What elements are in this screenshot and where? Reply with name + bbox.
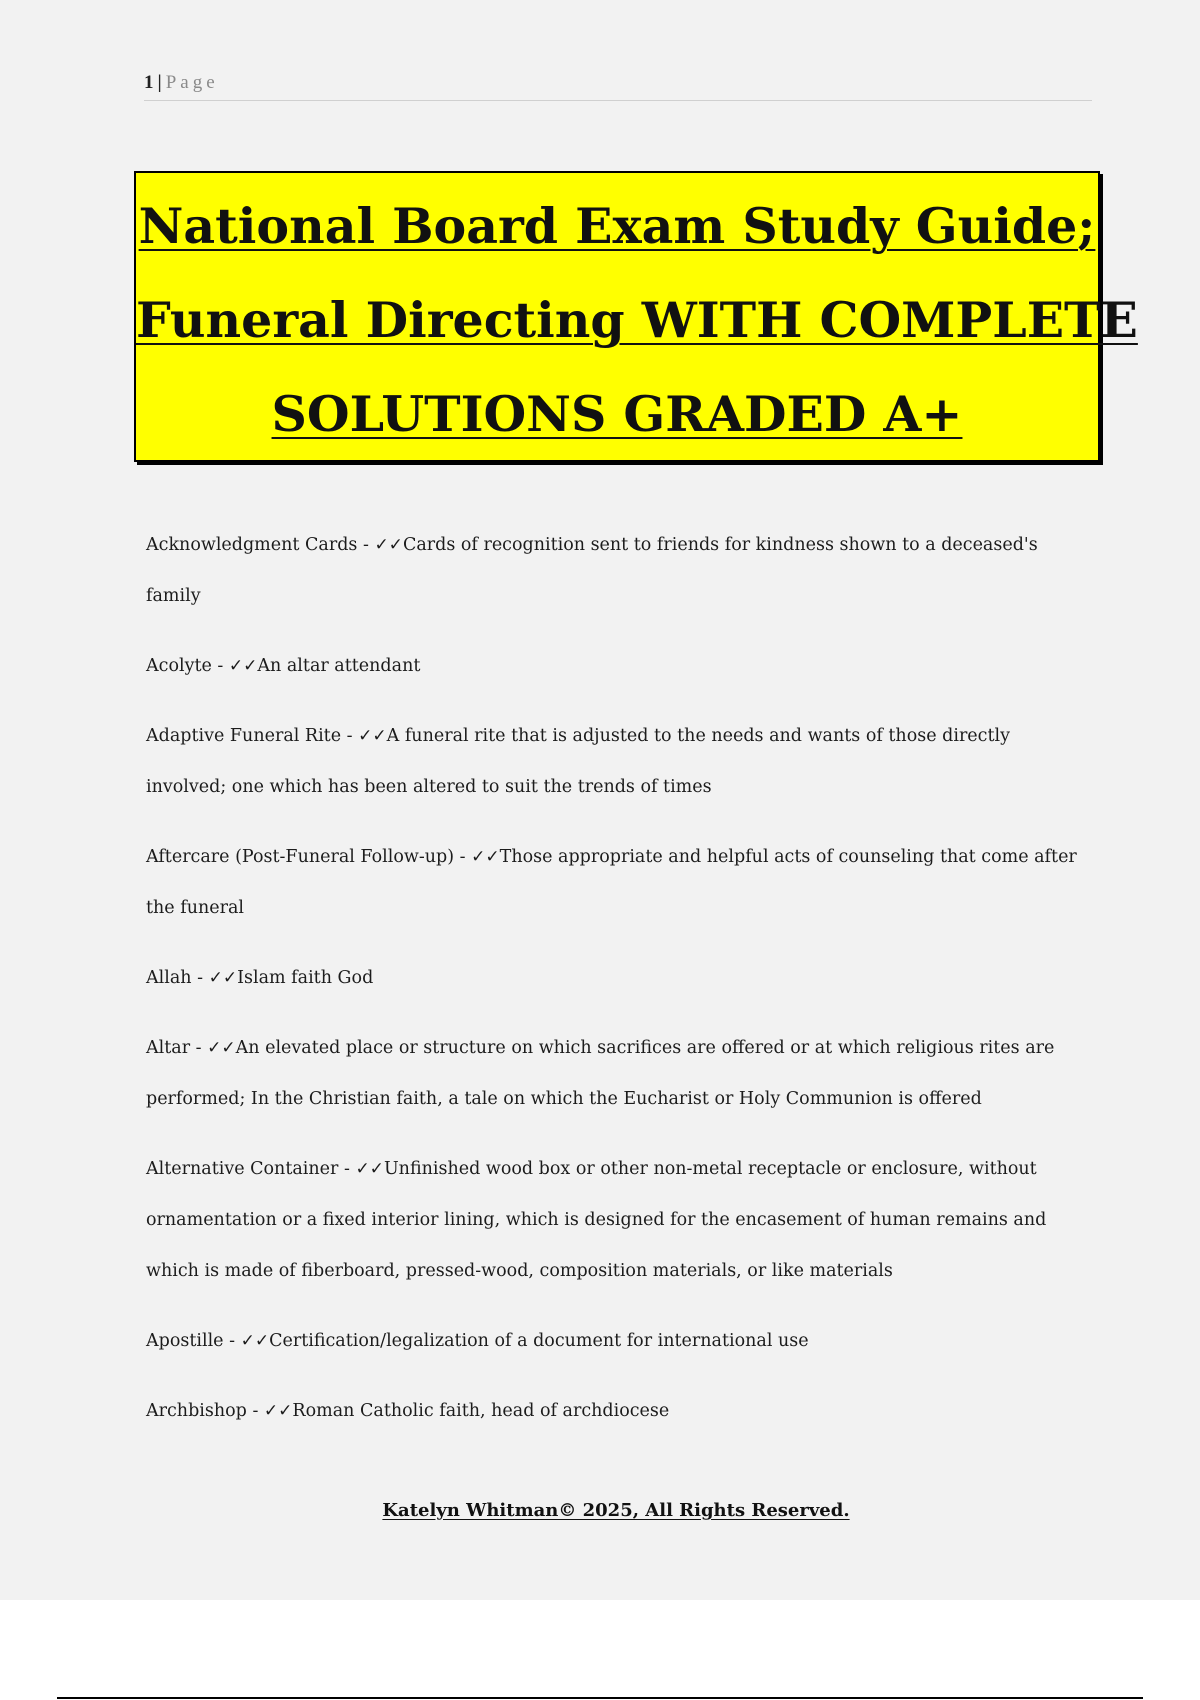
- double-check-icon: ✓✓: [207, 1038, 236, 1058]
- title-box: [134, 171, 1138, 462]
- glossary-term: Acknowledgment Cards: [146, 535, 358, 555]
- page-header-separator: |: [157, 72, 162, 93]
- glossary-definition: Islam faith God: [237, 968, 374, 988]
- double-check-icon: ✓✓: [240, 1331, 270, 1351]
- bottom-divider: [57, 1697, 1143, 1699]
- glossary-entry: [146, 1144, 1091, 1297]
- double-check-icon: ✓✓: [358, 726, 387, 746]
- glossary-definition: Those appropriate and helpful acts of counseling that come after the funeral: [146, 847, 1077, 918]
- glossary-entry: [146, 711, 1091, 813]
- title-line-1: National Board Exam Study Guide;: [138, 197, 1096, 255]
- term-separator: -: [223, 1331, 241, 1351]
- title-line-2: Funeral Directing WITH COMPLETE: [136, 291, 1138, 349]
- page-number: 1: [144, 72, 154, 93]
- glossary-term: Apostille: [146, 1331, 224, 1351]
- glossary-definition: Cards of recognition sent to friends for kindness shown to a deceased's family: [146, 535, 1038, 606]
- glossary-entry: [146, 1316, 1091, 1367]
- double-check-icon: ✓✓: [208, 968, 238, 988]
- glossary-entry: [146, 832, 1091, 934]
- glossary-list: [146, 520, 1091, 1456]
- glossary-definition: An elevated place or structure on which sacrifices are offered or at which religious rites are performed; In the Christian faith, a tale on which the Eucharist or Holy Communion is offered: [146, 1038, 1055, 1109]
- double-check-icon: ✓✓: [228, 656, 258, 676]
- footer: [0, 1500, 1200, 1521]
- double-check-icon: ✓✓: [355, 1159, 384, 1179]
- glossary-term: Adaptive Funeral Rite: [146, 726, 342, 746]
- glossary-term: Acolyte: [146, 656, 212, 676]
- glossary-entry: [146, 953, 1091, 1004]
- glossary-term: Alternative Container: [146, 1159, 339, 1179]
- glossary-definition: Roman Catholic faith, head of archdiocese: [292, 1401, 670, 1421]
- double-check-icon: ✓✓: [471, 847, 500, 867]
- term-separator: -: [191, 968, 209, 988]
- glossary-term: Aftercare (Post-Funeral Follow-up): [146, 847, 455, 867]
- term-separator: -: [454, 847, 472, 867]
- glossary-definition: Unfinished wood box or other non-metal receptacle or enclosure, without ornamentation or a fixed interior lining, which is designed for the encasement of human remains and which is made of fiberboard, pressed-wood, composition materials, or like materials: [146, 1159, 1047, 1281]
- glossary-term: Archbishop: [146, 1401, 247, 1421]
- glossary-definition: Certification/legalization of a document for international use: [269, 1331, 809, 1351]
- glossary-definition: An altar attendant: [257, 656, 421, 676]
- term-separator: -: [357, 535, 375, 555]
- glossary-entry: [146, 1023, 1091, 1125]
- glossary-entry: [146, 641, 1091, 692]
- double-check-icon: ✓✓: [263, 1401, 293, 1421]
- page-header: [144, 72, 1092, 101]
- glossary-definition: A funeral rite that is adjusted to the needs and wants of those directly involved; one which has been altered to suit the trends of times: [146, 726, 1010, 797]
- term-separator: -: [190, 1038, 208, 1058]
- title-line-3: SOLUTIONS GRADED A+: [271, 385, 963, 443]
- term-separator: -: [341, 726, 359, 746]
- copyright-text: Katelyn Whitman© 2025, All Rights Reserved.: [382, 1500, 850, 1521]
- glossary-term: Altar: [146, 1038, 191, 1058]
- term-separator: -: [211, 656, 229, 676]
- glossary-term: Allah: [146, 968, 192, 988]
- glossary-entry: [146, 520, 1091, 622]
- double-check-icon: ✓✓: [374, 535, 403, 555]
- term-separator: -: [338, 1159, 356, 1179]
- glossary-entry: [146, 1386, 1091, 1437]
- term-separator: -: [246, 1401, 264, 1421]
- page-label: Page: [165, 72, 219, 93]
